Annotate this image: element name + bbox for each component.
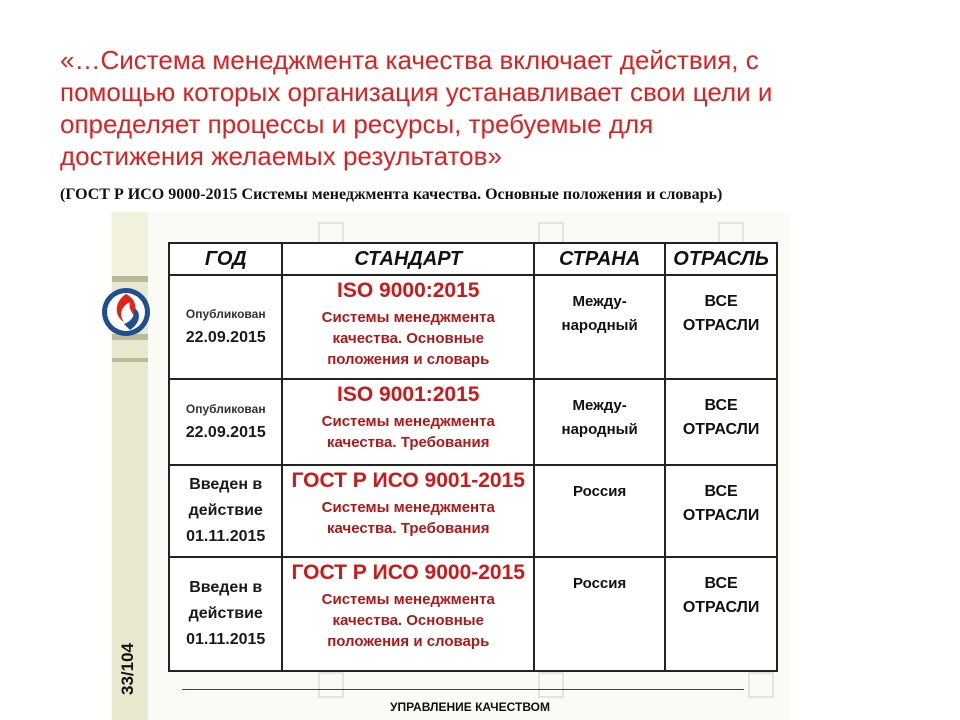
decorative-pattern [318, 672, 344, 698]
source-citation: (ГОСТ Р ИСО 9000-2015 Системы менеджмента качества. Основные положения и словарь) [60, 186, 723, 203]
standard-description [283, 411, 533, 453]
sector-cell [665, 557, 777, 671]
year-line: 01.11.2015 [186, 631, 266, 648]
description-line: положения и словарь [327, 633, 490, 650]
year-cell [169, 465, 282, 557]
standard-code: ГОСТ Р ИСО 9000-2015 [291, 561, 525, 584]
year-date: 22.09.2015 [185, 424, 266, 441]
year-line: 01.11.2015 [186, 528, 266, 545]
year-cell [169, 379, 282, 465]
country-cell [534, 465, 665, 557]
year-cell [169, 275, 282, 379]
standard-code: ISO 9001:2015 [337, 383, 480, 406]
year-line: Введен в [189, 579, 263, 596]
country-line: Россия [572, 575, 627, 592]
side-strip-top [112, 212, 148, 276]
sector-line: ВСЕ [704, 483, 738, 500]
standard-description [283, 497, 533, 539]
standard-code: ISO 9000:2015 [337, 279, 480, 302]
sector-line: ОТРАСЛИ [682, 421, 760, 438]
description-line: качества. Основные [332, 612, 484, 629]
description-line: Системы менеджмента [321, 413, 495, 430]
sector-cell [665, 275, 777, 379]
header-year: ГОД [169, 243, 282, 275]
standard-description [283, 589, 533, 652]
standard-cell [282, 557, 534, 671]
header-standard: СТАНДАРТ [282, 243, 534, 275]
country-line: народный [561, 317, 638, 334]
table-header-row [169, 243, 777, 275]
standard-cell [282, 379, 534, 465]
sector-cell [665, 465, 777, 557]
description-line: качества. Требования [327, 434, 490, 451]
side-strip-band [112, 276, 148, 282]
page-number: 33/104 [118, 643, 137, 695]
year-cell [169, 557, 282, 671]
footer-text: УПРАВЛЕНИЕ КАЧЕСТВОМ [389, 700, 551, 714]
description-line: Системы менеджмента [321, 499, 495, 516]
country-line: Между- [572, 293, 627, 310]
footer-divider [182, 689, 744, 690]
sector-line: ОТРАСЛИ [682, 317, 760, 334]
header-sector: ОТРАСЛЬ [665, 243, 777, 275]
table-row [169, 379, 777, 465]
year-line: действие [188, 502, 263, 519]
company-logo-icon [100, 286, 152, 338]
sector-line: ОТРАСЛИ [682, 507, 760, 524]
decorative-pattern [538, 672, 564, 698]
description-line: качества. Требования [327, 520, 490, 537]
description-line: Системы менеджмента [321, 309, 495, 326]
year-status: Опубликован [185, 402, 266, 416]
description-line: положения и словарь [327, 351, 490, 368]
sector-line: ВСЕ [704, 397, 738, 414]
standards-table [168, 242, 778, 672]
year-line: Введен в [189, 476, 263, 493]
decorative-pattern [748, 672, 774, 698]
country-line: народный [561, 421, 638, 438]
quote-line: «…Система менеджмента качества включает действия, с [60, 45, 759, 75]
table-row [169, 465, 777, 557]
standard-cell [282, 465, 534, 557]
quote-text [60, 44, 910, 172]
table-row [169, 557, 777, 671]
side-strip-band [112, 358, 148, 362]
standard-description [283, 307, 533, 370]
standard-code: ГОСТ Р ИСО 9001-2015 [291, 469, 525, 492]
country-cell [534, 275, 665, 379]
header-country: СТРАНА [534, 243, 665, 275]
year-date: 22.09.2015 [185, 329, 266, 346]
standard-cell [282, 275, 534, 379]
quote-line: достижения желаемых результатов» [60, 141, 502, 171]
table-row [169, 275, 777, 379]
country-line: Россия [572, 483, 627, 500]
year-line: действие [188, 605, 263, 622]
country-cell [534, 379, 665, 465]
sector-line: ОТРАСЛИ [682, 599, 760, 616]
sector-cell [665, 379, 777, 465]
description-line: качества. Основные [332, 330, 484, 347]
sector-line: ВСЕ [704, 575, 738, 592]
description-line: Системы менеджмента [321, 591, 495, 608]
quote-line: помощью которых организация устанавливает свои цели и [60, 77, 773, 107]
quote-line: определяет процессы и ресурсы, требуемые для [60, 109, 654, 139]
sector-line: ВСЕ [704, 293, 738, 310]
country-cell [534, 557, 665, 671]
country-line: Между- [572, 397, 627, 414]
year-status: Опубликован [185, 307, 266, 321]
